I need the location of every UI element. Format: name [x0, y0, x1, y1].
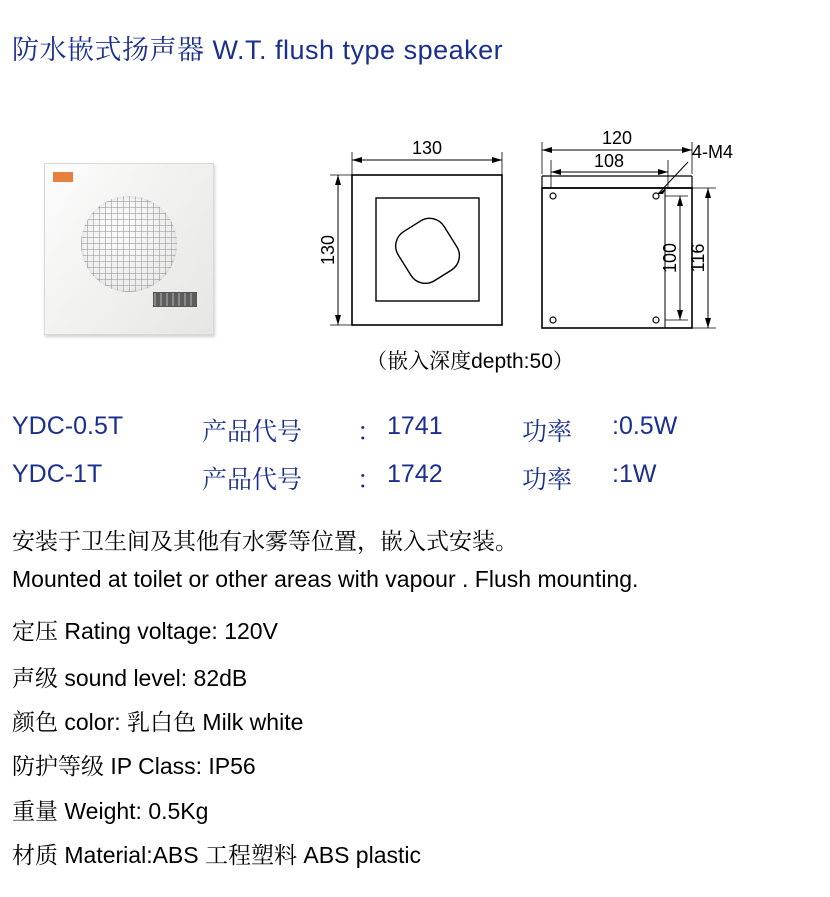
- dim-side-outer-width: 120: [601, 130, 633, 148]
- model-value: 1742: [387, 460, 443, 488]
- spec-line: 安装于卫生间及其他有水雾等位置，嵌入式安装。: [12, 528, 518, 554]
- dim-front-height: 130: [320, 234, 338, 266]
- spec-line: 防护等级 IP Class: IP56: [12, 753, 256, 779]
- spec-line: Mounted at toilet or other areas with vapour . Flush mounting.: [12, 566, 639, 592]
- model-power-label: 功率: [522, 418, 573, 446]
- model-code: YDC-0.5T: [12, 412, 124, 440]
- dim-side-inner-height: 100: [660, 242, 680, 274]
- model-power-value: :0.5W: [612, 412, 678, 440]
- model-code: YDC-1T: [12, 460, 103, 488]
- model-label: 产品代号: [202, 466, 303, 494]
- model-colon: ：: [357, 466, 383, 494]
- speaker-grille-icon: [81, 196, 177, 292]
- spec-line: 声级 sound level: 82dB: [12, 665, 248, 691]
- spec-line: 颜色 color: 乳白色 Milk white: [12, 709, 304, 735]
- spec-line: 重量 Weight: 0.5Kg: [12, 798, 209, 824]
- dim-screw-spec: 4-M4: [692, 142, 734, 162]
- technical-drawing: [320, 130, 790, 355]
- terminal-block-icon: [153, 292, 197, 307]
- model-colon: ：: [357, 418, 383, 446]
- model-value: 1741: [387, 412, 443, 440]
- depth-note: （嵌入深度depth:50）: [366, 350, 574, 373]
- dim-side-outer-height: 116: [688, 243, 708, 273]
- model-label: 产品代号: [202, 418, 303, 446]
- spec-line: 材质 Material:ABS 工程塑料 ABS plastic: [12, 842, 421, 868]
- dim-front-width: 130: [411, 138, 443, 158]
- model-power-value: :1W: [612, 460, 657, 488]
- spec-line: 定压 Rating voltage: 120V: [12, 618, 278, 644]
- page-title: 防水嵌式扬声器 W.T. flush type speaker: [12, 35, 504, 65]
- speaker-faceplate: [44, 163, 214, 335]
- product-photo: [44, 163, 214, 338]
- model-power-label: 功率: [522, 466, 573, 494]
- brand-badge-icon: [53, 172, 73, 182]
- dim-side-inner-width: 108: [593, 151, 625, 171]
